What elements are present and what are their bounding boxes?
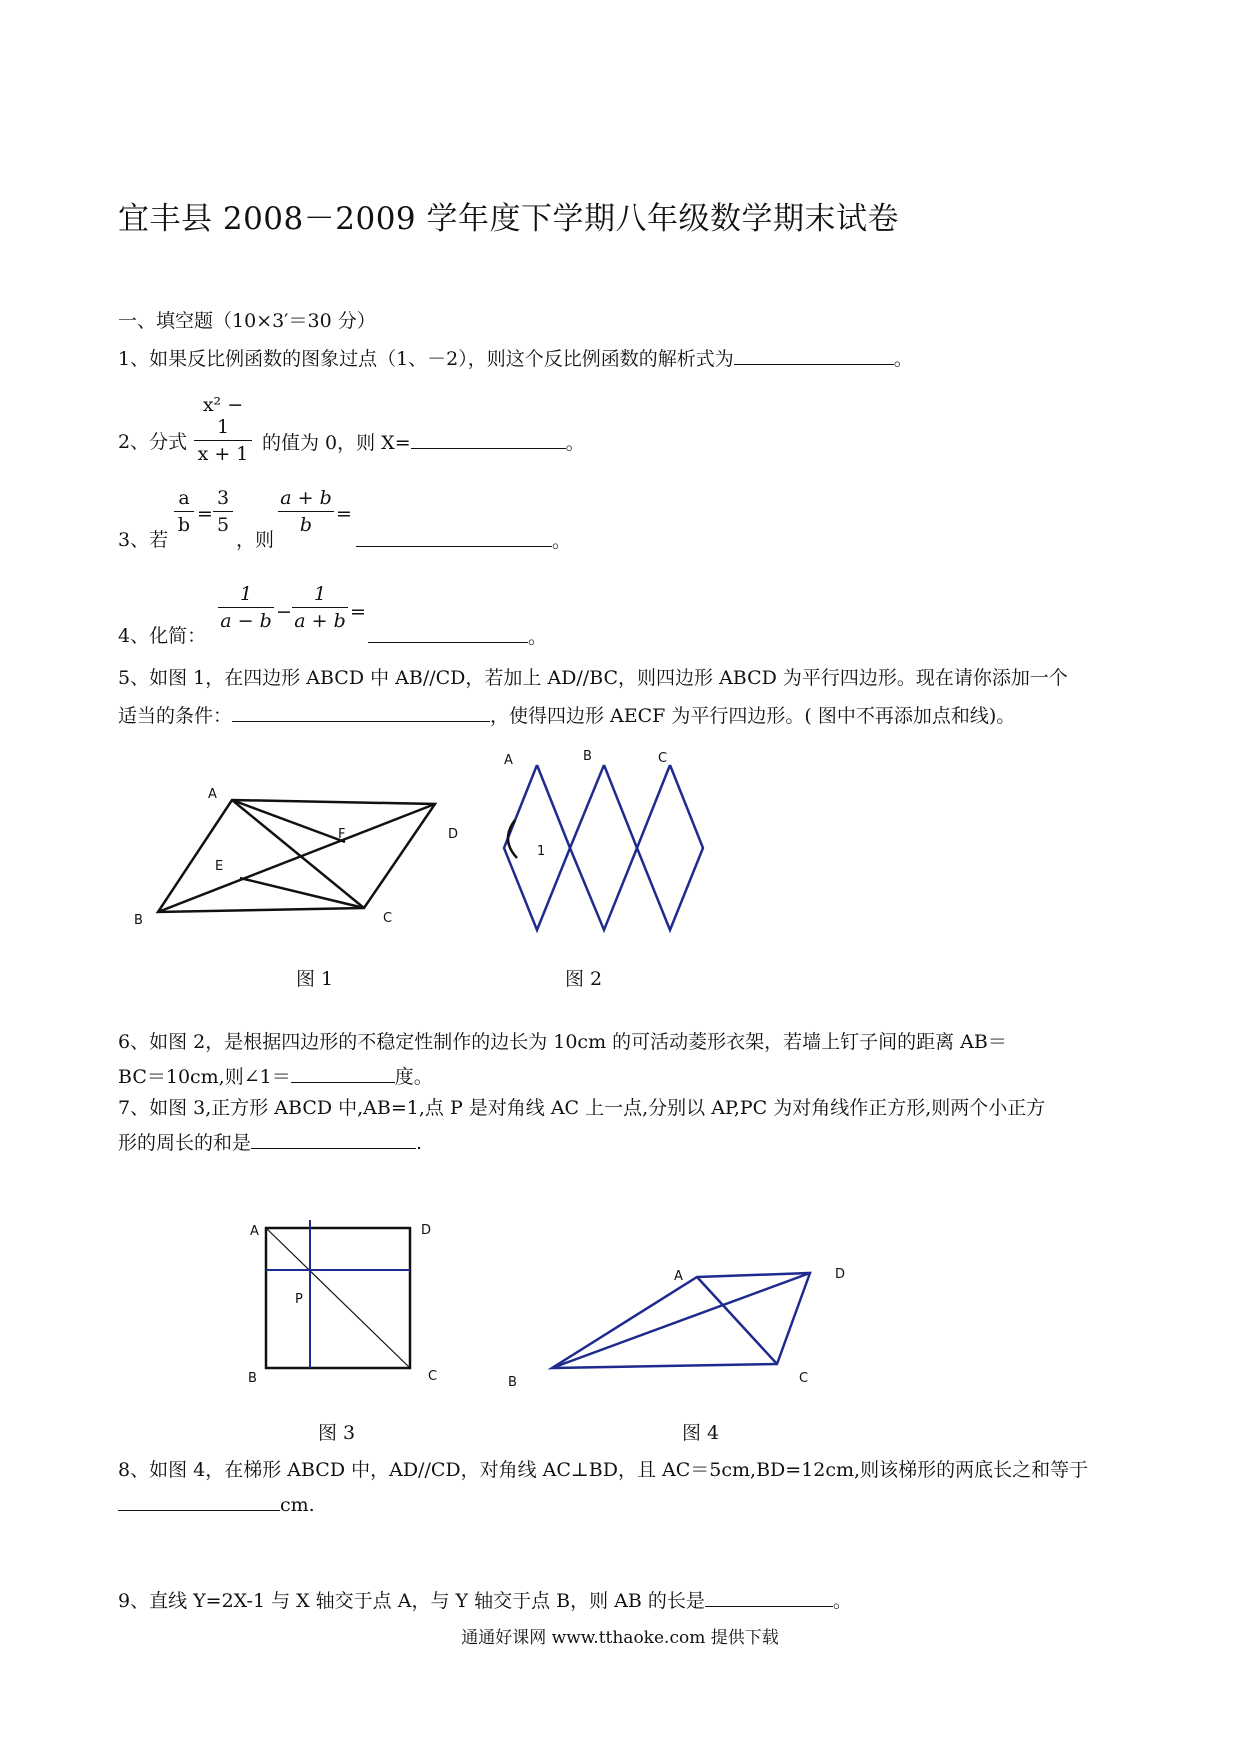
page-title: 宜丰县 2008－2009 学年度下学期八年级数学期末试卷 [118,201,899,237]
question-3-fraction-35 [213,487,233,536]
fraction-denominator: 5 [216,514,230,536]
fig1-label-a: A [208,787,217,802]
question-4-prefix: 4、化简： [118,625,207,647]
question-2-text: 的值为 0，则 X= [262,432,411,454]
question-8-unit: cm. [280,1494,315,1516]
question-3-fraction-apb [278,487,334,536]
rhombus-2 [570,765,637,930]
answer-blank-1[interactable] [734,346,894,365]
fraction-bar [174,511,194,512]
angle-1-arc [508,820,517,858]
answer-blank-3[interactable] [356,528,552,547]
fraction-bar [194,440,252,441]
figure-2 [504,765,703,930]
fraction-denominator: a − b [220,610,272,632]
fraction-bar [213,511,233,512]
page-footer: 通通好课网 www.tthaoke.com 提供下载 [461,1628,779,1648]
question-3-end: 。 [552,530,572,552]
fig3-label-a: A [250,1224,259,1239]
answer-blank-9[interactable] [705,1588,833,1607]
question-6-line-2 [118,1064,433,1089]
answer-blank-6[interactable] [291,1064,395,1083]
question-1 [118,346,913,371]
question-4-end: 。 [528,626,548,648]
question-5-text: 适当的条件： [118,705,233,727]
figure-1 [158,800,435,912]
question-8-line-2 [118,1492,315,1517]
equals-sign: = [197,503,213,525]
fig1-label-f: F [338,827,346,842]
question-6-text: BC＝10cm,则∠1＝ [118,1066,291,1088]
question-9-text: 9、直线 Y=2X-1 与 X 轴交于点 A，与 Y 轴交于点 B，则 AB 的长是 [118,1590,705,1612]
figures-1-2 [0,740,1240,1000]
question-5-line-2 [118,703,1015,728]
answer-blank-5[interactable] [232,703,490,722]
diagonal-ac [266,1228,410,1368]
question-8-line-1: 8、如图 4，在梯形 ABCD 中，AD//CD，对角线 AC⊥BD，且 AC＝5cm,BD=12cm,则该梯形的两底长之和等于 [118,1459,1089,1481]
fig3-label-c: C [428,1369,438,1384]
question-5-text-end: ，使得四边形 AECF 为平行四边形。( 图中不再添加点和线)。 [490,705,1016,727]
question-6-line-1: 6、如图 2，是根据四边形的不稳定性制作的边长为 10cm 的可活动菱形衣架，若墙上钉子间的距离 AB＝ [118,1031,1007,1053]
question-2-prefix: 2、分式 [118,431,188,453]
fig3-label-p: P [295,1292,303,1307]
question-3-fraction-ab [174,487,194,536]
fraction-numerator: 1 [313,583,327,605]
fraction-denominator: b [299,514,313,536]
figure-3 [266,1220,410,1368]
question-2-fraction [194,394,252,465]
question-7-text: 形的周长的和是 [118,1132,252,1154]
question-3-prefix: 3、若 [118,529,169,551]
segment-af [232,800,345,842]
fraction-bar [218,607,274,608]
fig1-label-e: E [215,859,224,874]
fraction-denominator: b [177,514,191,536]
fraction-denominator: a + b [294,610,346,632]
fig2-caption: 图 2 [565,968,603,990]
fig1-label-d: D [448,827,459,842]
question-9 [118,1588,852,1613]
question-1-text: 1、如果反比例函数的图象过点（1、－2），则这个反比例函数的解析式为 [118,348,734,370]
fraction-bar [292,607,348,608]
fig3-label-b: B [248,1371,257,1386]
answer-blank-4[interactable] [368,624,528,643]
fig3-caption: 图 3 [318,1422,356,1444]
fig2-label-angle-1: 1 [537,844,546,859]
question-7-text-end: . [416,1132,423,1154]
fig2-label-c: C [658,751,668,766]
figures-3-4 [0,1200,1240,1400]
question-2-rest [262,430,585,455]
fig4-label-b: B [508,1375,517,1390]
equals-sign: = [336,503,352,525]
figure-4 [552,1273,810,1368]
question-7-line-2 [118,1130,422,1155]
section-heading: 一、填空题（10×3′＝30 分） [118,310,376,332]
minus-sign: − [276,601,292,623]
answer-blank-2[interactable] [411,430,566,449]
fraction-numerator: a + b [280,487,332,509]
question-4-fraction-2 [292,583,348,632]
fig4-label-c: C [799,1371,809,1386]
answer-blank-8[interactable] [118,1492,280,1511]
fraction-numerator: 1 [239,583,253,605]
fig2-label-b: B [583,749,592,764]
fig3-label-d: D [421,1223,432,1238]
question-3-answer [356,528,571,553]
fraction-numerator: x² − 1 [202,394,244,438]
question-2-end: 。 [565,432,585,454]
fraction-numerator: 3 [216,487,230,509]
question-7-line-1: 7、如图 3,正方形 ABCD 中,AB=1,点 P 是对角线 AC 上一点,分别以 AP,PC 为对角线作正方形,则两个小正方 [118,1097,1046,1119]
answer-blank-7[interactable] [251,1130,416,1149]
fig4-label-a: A [674,1269,683,1284]
question-9-end: 。 [832,1590,852,1612]
question-6-text-end: 度。 [394,1066,433,1088]
question-3-then: ，则 [236,529,275,551]
equals-sign: = [350,601,366,623]
question-1-end: 。 [893,348,913,370]
fraction-bar [278,511,334,512]
question-5-line-1: 5、如图 1，在四边形 ABCD 中 AB//CD，若加上 AD//BC，则四边形 ABCD 为平行四边形。现在请你添加一个 [118,667,1068,689]
fig1-label-b: B [134,913,143,928]
diagonal-bd [158,804,435,912]
fraction-numerator: a [178,487,190,509]
fraction-denominator: x + 1 [197,443,249,465]
rhombus-3 [637,765,703,930]
question-4-answer [368,624,547,649]
fig4-caption: 图 4 [682,1422,720,1444]
fig1-caption: 图 1 [296,968,334,990]
question-4-fraction-1 [218,583,274,632]
fig2-label-a: A [504,753,513,768]
fig4-label-d: D [835,1267,846,1282]
fig1-label-c: C [383,911,393,926]
